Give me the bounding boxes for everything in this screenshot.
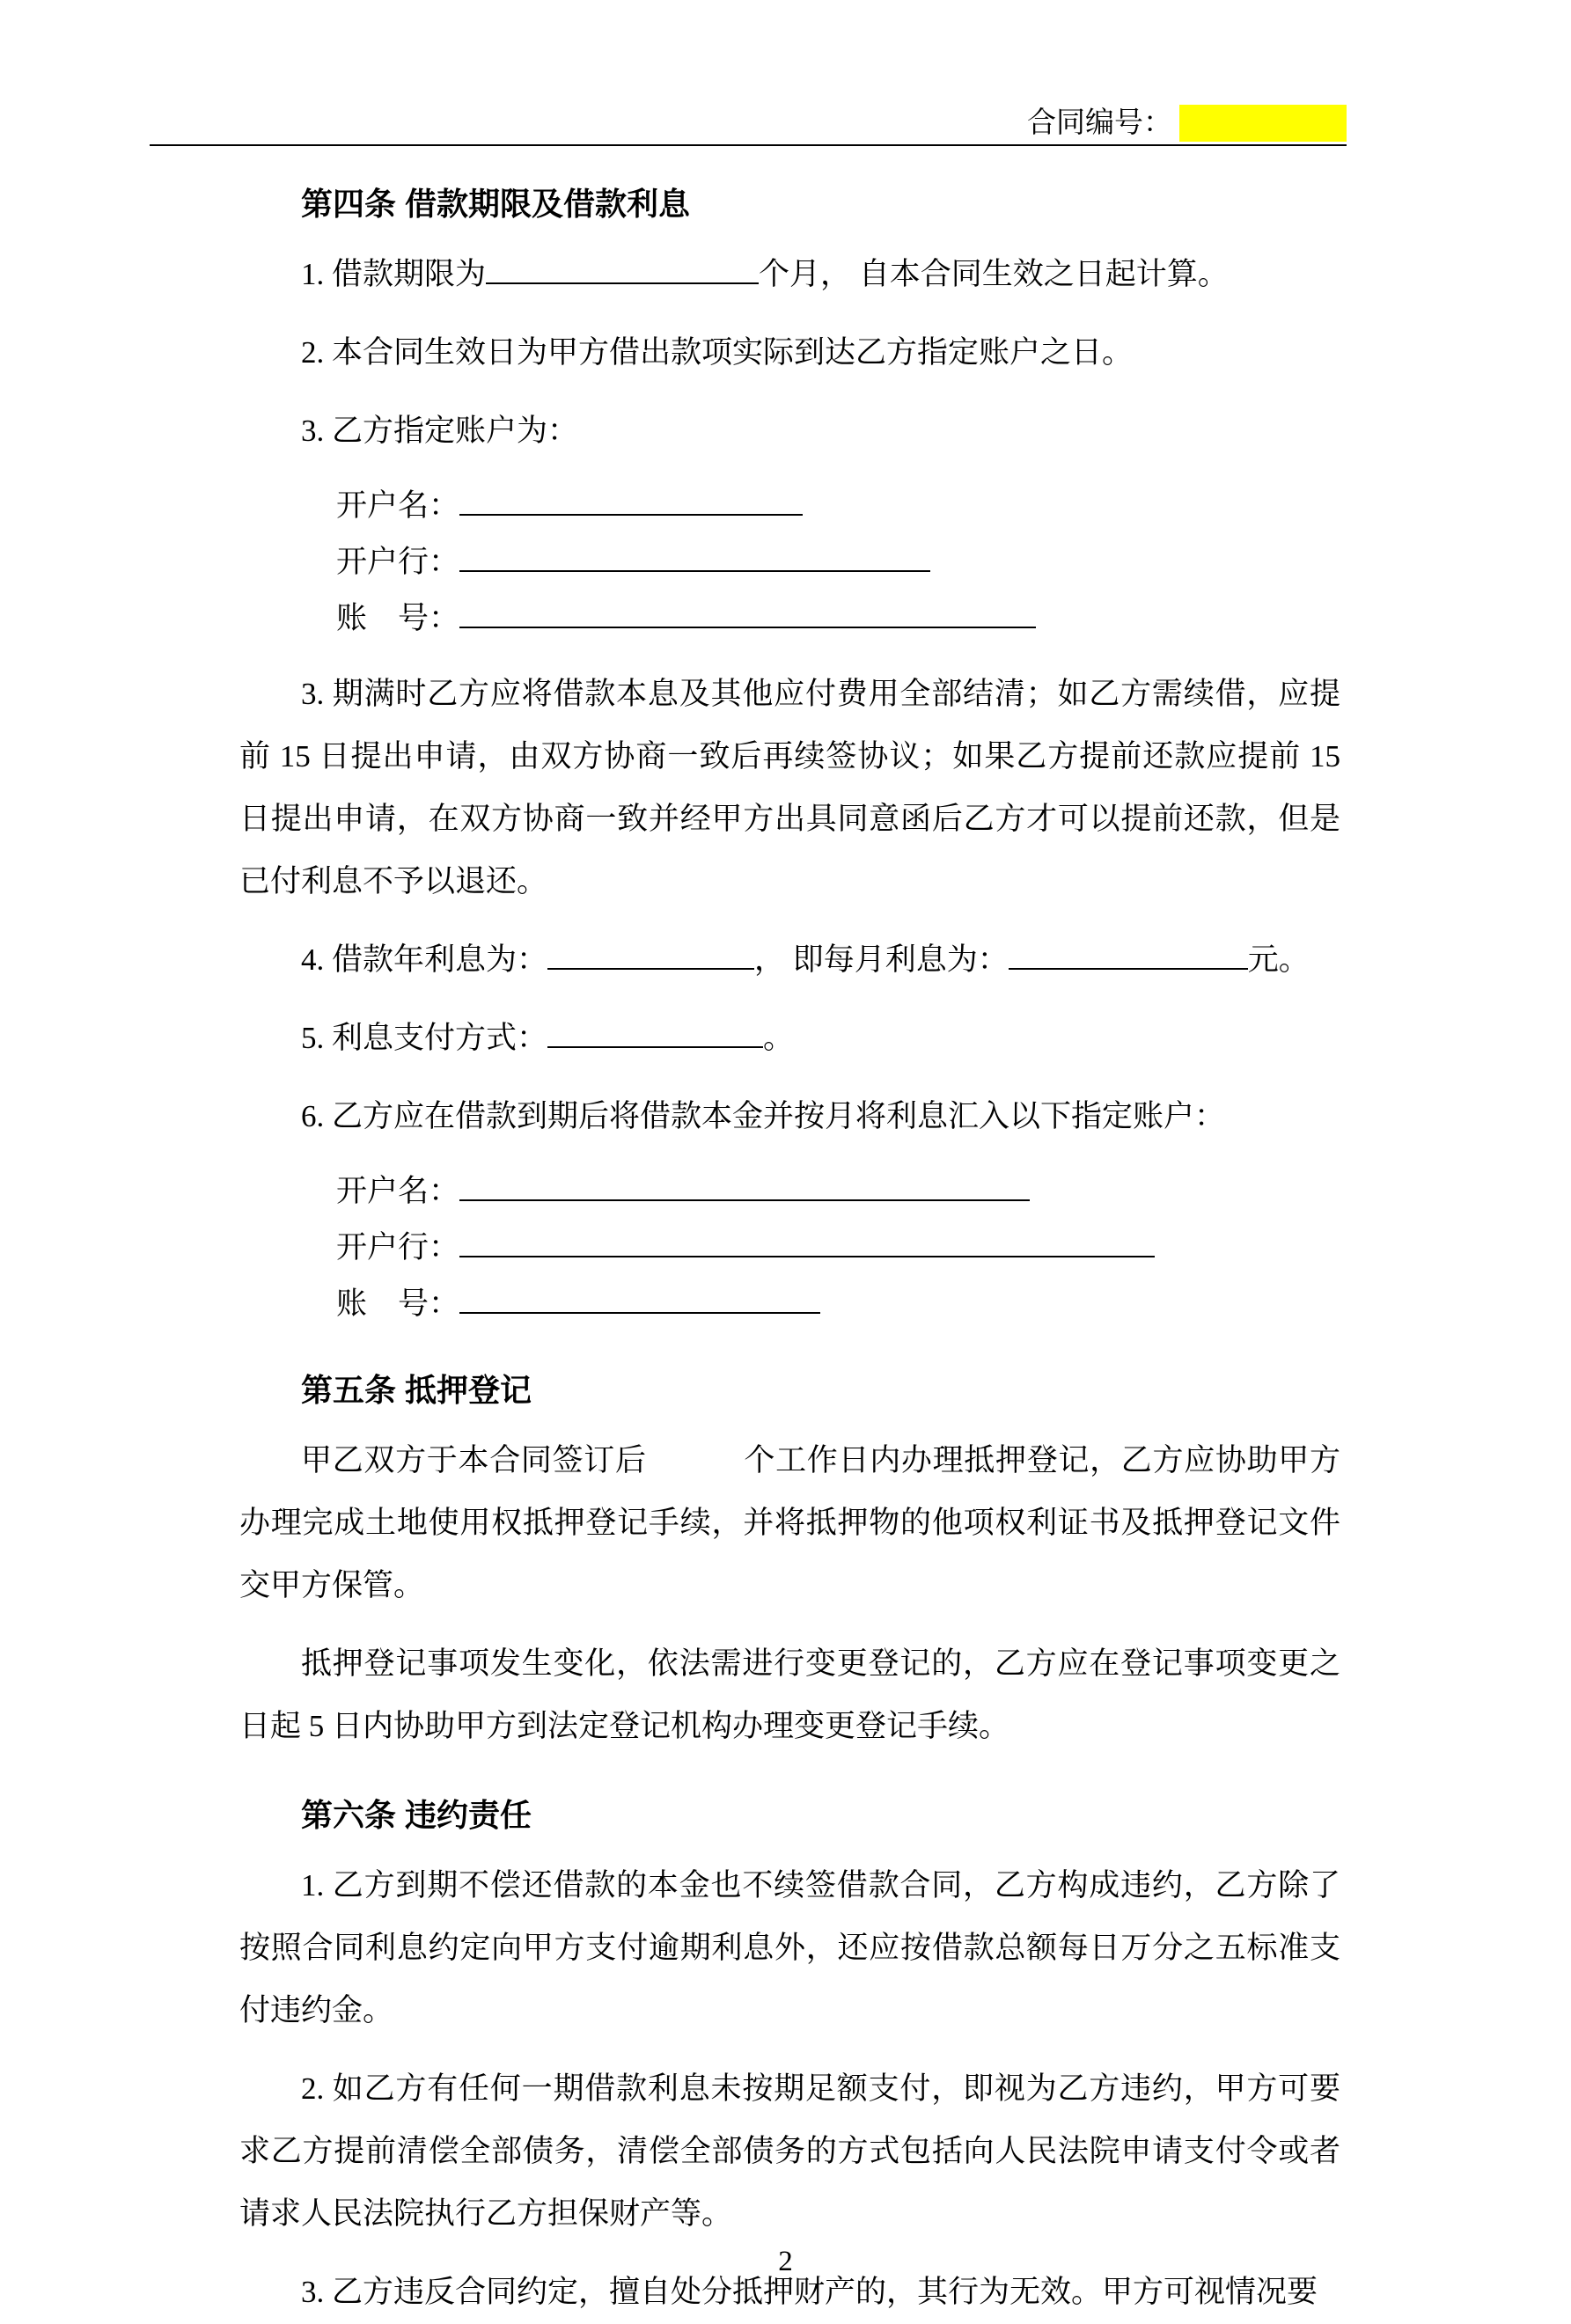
clause-interest-rate-pre: 4. 借款年利息为： bbox=[301, 942, 548, 977]
clause-maturity-repayment: 3. 期满时乙方应将借款本息及其他应付费用全部结清；如乙方需续借，应提前 15 日提出申请，由双方协商一致后再续签协议；如果乙方提前还款应提前 15 日提出申请，在双方协商一致并经甲方出具同意函后乙方才可以提前还款，但是已付利息不予以退还。 bbox=[239, 677, 1340, 898]
clause-default-3: 3. 乙方违反合同约定，擅自处分抵押财产的，其行为无效。甲方可视情况要 bbox=[301, 2275, 1318, 2309]
blank-account2-number bbox=[459, 1282, 820, 1314]
account2-name-label: 开户名： bbox=[336, 1174, 460, 1208]
page-number: 2 bbox=[778, 2246, 793, 2277]
contract-body bbox=[239, 181, 1340, 2323]
clause-loan-term-pre: 1. 借款期限为 bbox=[301, 257, 487, 291]
clause-interest-payment-pre: 5. 利息支付方式： bbox=[301, 1021, 548, 1055]
account1-name-label: 开户名： bbox=[336, 488, 460, 523]
account2-bank-line bbox=[239, 1220, 1340, 1276]
blank-interest-payment-method bbox=[547, 1016, 763, 1048]
clause-effective-date: 2. 本合同生效日为甲方借出款项实际到达乙方指定账户之日。 bbox=[301, 335, 1134, 370]
clause-interest-payment-method bbox=[239, 1007, 1340, 1069]
account1-number-line bbox=[239, 590, 1340, 647]
account1-bank-label: 开户行： bbox=[336, 545, 460, 579]
contract-page bbox=[0, 104, 1571, 2324]
account1-bank-line bbox=[239, 534, 1340, 590]
clause-loan-term bbox=[239, 243, 1340, 305]
clause-registration-change: 抵押登记事项发生变化，依法需进行变更登记的，乙方应在登记事项变更之日起 5 日内协助甲方到法定登记机构办理变更登记手续。 bbox=[239, 1646, 1340, 1743]
blank-account2-bank bbox=[459, 1226, 1155, 1257]
blank-working-days bbox=[647, 1462, 744, 1470]
blank-account1-number bbox=[459, 597, 1036, 628]
account2-number-label: 账 号： bbox=[336, 1287, 460, 1321]
account2-number-line bbox=[239, 1276, 1340, 1332]
blank-account1-name bbox=[459, 484, 803, 516]
contract-no-label: 合同编号： bbox=[1027, 107, 1172, 139]
clause-interest-payment-post: 。 bbox=[763, 1021, 795, 1055]
clause-default-2: 2. 如乙方有任何一期借款利息未按期足额支付，即视为乙方违约，甲方可要求乙方提前清偿全部债务，清偿全部债务的方式包括向人民法院申请支付令或者请求人民法院执行乙方担保财产等。 bbox=[239, 2071, 1340, 2231]
clause-mortgage-pre: 甲乙双方于本合同签订后 bbox=[301, 1443, 647, 1477]
clause-mortgage-post: 个工作日内办理抵押登记，乙方应协助甲方办理完成土地使用权抵押登记手续，并将抵押物的他项权利证书及抵押登记文件交甲方保管。 bbox=[239, 1443, 1340, 1602]
contract-no-row bbox=[150, 104, 1347, 143]
blank-monthly-interest bbox=[1009, 938, 1248, 970]
account2-name-line bbox=[239, 1163, 1340, 1220]
account1-name-line bbox=[239, 478, 1340, 534]
blank-annual-interest bbox=[547, 938, 754, 970]
page-header bbox=[150, 104, 1347, 146]
account2-bank-label: 开户行： bbox=[336, 1230, 460, 1265]
section5-title: 第五条 抵押登记 bbox=[301, 1372, 532, 1408]
account1-number-label: 账 号： bbox=[336, 601, 460, 635]
section4-title: 第四条 借款期限及借款利息 bbox=[301, 186, 691, 222]
contract-no-highlight-blank bbox=[1179, 105, 1347, 142]
blank-account1-bank bbox=[459, 540, 930, 572]
header-divider bbox=[150, 144, 1347, 146]
clause-interest-rate-mid: ， 即每月利息为： bbox=[754, 942, 1009, 977]
blank-account2-name bbox=[459, 1169, 1030, 1201]
blank-loan-term-months bbox=[486, 253, 759, 284]
clause-repayment-account: 6. 乙方应在借款到期后将借款本金并按月将利息汇入以下指定账户： bbox=[301, 1099, 1226, 1133]
clause-interest-rate bbox=[239, 928, 1340, 991]
clause-designated-account: 3. 乙方指定账户为： bbox=[301, 414, 579, 448]
clause-loan-term-post: 个月， 自本合同生效之日起计算。 bbox=[759, 257, 1229, 291]
clause-default-1: 1. 乙方到期不偿还借款的本金也不续签借款合同，乙方构成违约，乙方除了按照合同利息约定向甲方支付逾期利息外，还应按借款总额每日万分之五标准支付违约金。 bbox=[239, 1868, 1340, 2027]
clause-mortgage-registration bbox=[239, 1429, 1340, 1617]
section6-title: 第六条 违约责任 bbox=[301, 1797, 532, 1833]
clause-interest-rate-post: 元。 bbox=[1247, 942, 1310, 977]
